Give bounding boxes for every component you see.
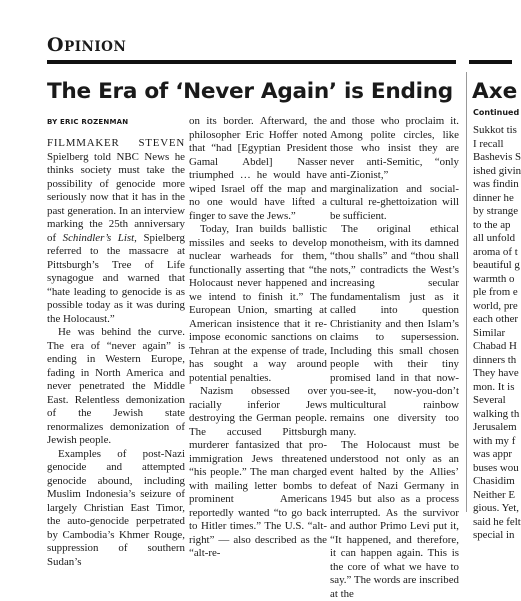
paragraph: and those who proclaim it. Among polite circles, like those who insist they are never anti-Semitic, “only anti-Zionist,” marginalization and social-cultural re-ghettoization will be sufficient.	[330, 115, 459, 222]
section-rule	[47, 60, 456, 64]
paragraph: Today, Iran builds ballistic missiles and seeks to develop nuclear warheads for them, functionally asserting that “the Holocaust never happened and we intend to finish it.” The European Union, smarting at American insistence that it re-impose economic sanctions on Tehran at the expense of trade, has sought a way around potential penalties.	[189, 223, 327, 384]
next-article-line: walking th	[473, 407, 520, 420]
continued-label: Continued	[473, 108, 520, 117]
next-article-headline: Axe	[472, 79, 518, 104]
next-article-line: buses wou	[473, 461, 519, 474]
next-article-line: Bashevis S	[473, 151, 521, 163]
next-article-line: mon. It is	[473, 380, 515, 393]
article-column-1	[47, 137, 185, 569]
section-label: OPINION	[47, 34, 127, 56]
next-article-line: Sukkot tis	[473, 124, 517, 136]
next-article-line: by strange	[473, 205, 519, 217]
next-article-line: warmth o	[473, 272, 515, 285]
next-article-line: Similar	[473, 326, 506, 339]
paragraph: FILMMAKER STEVEN Spielberg told NBC News he thinks society must take the possibility of genocide more seriously now that it has in the past generation. In an interview marking the 25th anniversary of Schindler’s List, Spielberg referred to the massacre at Pittsburgh’s Tree of Life synagogue and warned that “hate leading to genocide is as possible today as it was during the Holocaust.”	[47, 137, 185, 325]
next-article-line: ple from e	[473, 286, 518, 298]
next-article-line: said he felt	[473, 515, 521, 528]
next-article-line: world, pre	[473, 299, 518, 312]
paragraph: Examples of post-Nazi genocide and attempted genocide abound, including Muslim Indonesia’s seizure of largely Christian East Timor, the auto-genocide perpetrated by Cambodia’s Khmer Rouge, suppression of southern Sudan’s	[47, 447, 185, 568]
next-article-line: ished givin	[473, 164, 521, 177]
next-article-line: was appr	[473, 448, 513, 460]
next-article-line: I recall	[473, 137, 504, 150]
next-article-line: was findin	[473, 178, 519, 190]
section-rule-right	[469, 60, 512, 64]
paragraph: on its border. Afterward, the philosopher Eric Hoffer noted that “had [Egyptian President Gamal Abdel] Nasser triumphed … he would have wiped Israel off the map and no one would have lifted a finger to save the Jews.”	[189, 115, 327, 222]
next-article-line: dinner he	[473, 191, 514, 204]
next-article-line: dinners th	[473, 353, 517, 366]
next-article-line: gious. Yet,	[473, 502, 519, 514]
byline: BY ERIC ROZENMAN	[47, 118, 129, 126]
article-headline: The Era of ‘Never Again’ is Ending	[47, 79, 453, 104]
next-article-line: each other	[473, 313, 519, 325]
paragraph: Nazism obsessed over racially inferior Jews destroying the German people. The accused Pittsburgh murderer fantasized that pro-immigration Jews threatened “his people.” The man charged with mailing letter bombs to prominent Americans reportedly wanted “to go back to Hitler times.” The U.S. “alt-right” — also described as the “alt-re-	[189, 385, 327, 559]
next-article-line: Chabad H	[473, 340, 517, 352]
next-article-line: aroma of t	[473, 245, 518, 258]
next-article-line: with my f	[473, 434, 516, 447]
next-article-line: Several	[473, 394, 506, 406]
next-article-line: special in	[473, 529, 515, 541]
paragraph: He was behind the curve. The era of “never again” is ending in Western Europe, fading in North America and never penetrated the Middle East. Relentless demonization of the Jewish state renormalizes demonization of Jewish people.	[47, 326, 185, 446]
next-article-line: all unfold	[473, 232, 516, 244]
next-article-line: to the ap	[473, 218, 511, 231]
next-article-line: Neither E	[473, 488, 516, 501]
article-column-3	[330, 115, 459, 601]
column-divider	[466, 72, 467, 512]
next-article-column	[473, 124, 521, 543]
next-article-line: They have	[473, 367, 519, 379]
paragraph: The original ethical monotheism, with its damned “thou shalls” and “thou shall nots,” contradicts the West’s increasing secular fundamentalism just as it called into question Christianity and then Islam’s claims to supersession. Including this small chosen people with their tiny promised land in that now-you-see-it, now-you-don’t multicultural rainbow remains one diversity too many.	[330, 223, 459, 438]
next-article-line: Chasidim	[473, 475, 515, 487]
next-article-line: beautiful g	[473, 259, 520, 271]
next-article-line: Jerusalem	[473, 421, 517, 433]
article-column-2	[189, 115, 327, 561]
paragraph: The Holocaust must be understood not only as an event halted by the Allies’ defeat of Nazi Germany in 1945 but also as a process interrupted. As the survivor and author Primo Levi put it, “It happened, and therefore, it can happen again. This is the core of what we have to say.” The words are inscribed at the	[330, 439, 459, 600]
